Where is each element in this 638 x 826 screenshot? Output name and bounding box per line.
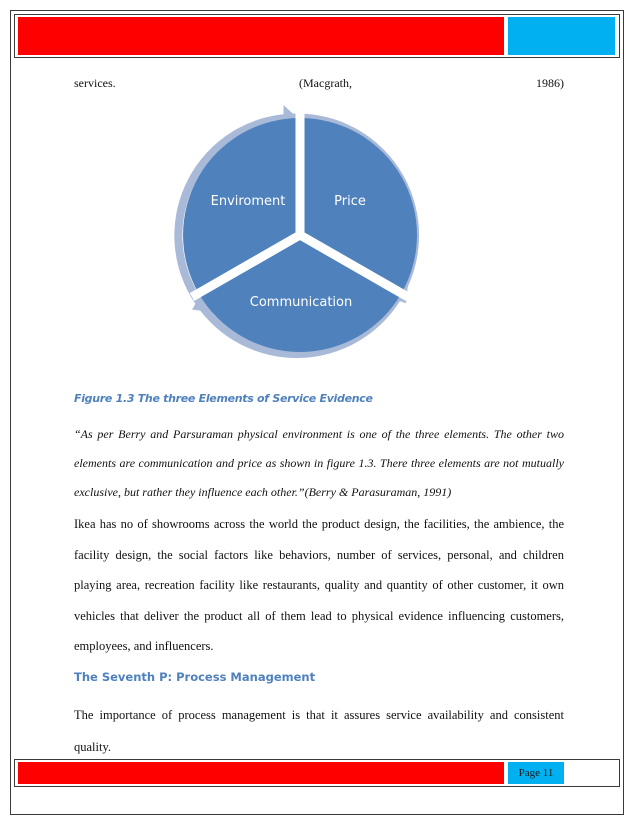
figure-caption: Figure 1.3 The three Elements of Service Evidence [74, 392, 373, 405]
section-heading: The Seventh P: Process Management [74, 670, 316, 684]
page-number: Page 11 [508, 762, 564, 784]
citation-line [74, 76, 564, 96]
cycle-diagram [168, 105, 428, 360]
citation-right: 1986) [536, 76, 564, 90]
footer-red-bar [18, 762, 504, 784]
quote-paragraph: “As per Berry and Parsuraman physical environment is one of the three elements. The other two elements are communication and price as shown in figure 1.3. There three elements are not mutually exclusive, but rather they influence each other.”(Berry & Parasuraman, 1991) [74, 427, 564, 499]
header-blue-bar [508, 17, 615, 55]
header-red-bar [18, 17, 504, 55]
label-price: Price [334, 194, 366, 209]
ikea-paragraph: Ikea has no of showrooms across the world the product design, the facilities, the ambience, the facility design, the social factors like behaviors, number of services, personal, and children playing area, recreation facility like restaurants, quality and quantity of other customer, it own vehicles that deliver the product all of them lead to physical evidence influencing customers, employees, and influencers. [74, 517, 564, 653]
citation-left: services. [74, 76, 116, 90]
label-environment: Enviroment [210, 194, 286, 209]
process-paragraph: The importance of process management is that it assures service availability and consistent quality. [74, 708, 564, 754]
label-communication: Communication [249, 295, 353, 310]
citation-middle: (Macgrath, [299, 76, 352, 90]
